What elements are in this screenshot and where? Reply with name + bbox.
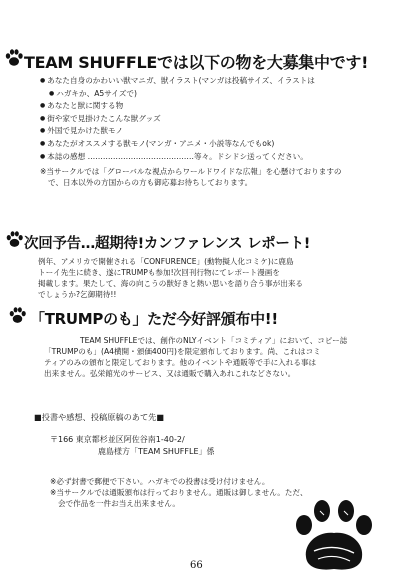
body-line: 出来ません。弘栄館光のサービス、又は通販で購入あれこれなどさない。 [44, 369, 296, 378]
list-item: ● 本誌の感想 ……………………………………等々。ドシドシ送ってください。 [40, 151, 315, 164]
address-line: 〒166 東京都杉並区阿佐谷南1-40-2/ [50, 435, 185, 444]
contact-address [50, 434, 215, 457]
contact-heading: ■投書や感想、投稿原稿のあて先■ [34, 412, 165, 422]
section-3-body [44, 335, 347, 379]
large-paw-print-icon [290, 495, 378, 575]
list-item: ● あなたがオススメする獣モノ(マンガ・アニメ・小説等なんでもok) [40, 138, 315, 151]
note-line: ※必ず封書で郵便で下さい。ハガキでの投書は受け付けません。 [50, 477, 270, 486]
list-item: ● ハガキか、A5サイズで) [40, 88, 315, 101]
list-item: ● 外国で見かけた獣モノ [40, 125, 315, 138]
address-line: 鹿島様方「TEAM SHUFFLE」係 [98, 446, 215, 456]
body-line: でしょうか?乞御期待!! [38, 290, 117, 299]
list-item: ● 街や家で見掛けたこんな獣グッズ [40, 113, 315, 126]
paw-print-icon [5, 230, 24, 249]
section-2-body [38, 256, 303, 300]
list-item: ● あなた自身のかわいい獣マニガ、獣イラスト(マンガは投稿サイズ、イラストは [40, 75, 315, 88]
paw-print-icon [4, 48, 24, 68]
note-line: 会で作品を一件お当え出来ません。 [58, 499, 180, 508]
section-3-title: 「TRUMPのも」ただ今好評頒布中!! [30, 310, 278, 328]
body-line: 例年、アメリカで開催される「CONFURENCE」(動物擬人化コミケ)に鹿島 [38, 257, 294, 266]
section-1-list [40, 75, 315, 163]
section-2-title: 次回予告…超期待!カンファレンス レポート! [24, 236, 311, 252]
section-1-title: TEAM SHUFFLEでは以下の物を大募集中です! [24, 53, 369, 72]
body-line: TEAM SHUFFLEでは、創作のNLYイベント「コミティア」において、コピー誌 [80, 336, 348, 345]
body-line: トーイ先生に続き、遂にTRUMPも参加!次回刊行物にてレポート漫画を [38, 268, 280, 277]
note-line: ※当サークルでは通販頒布は行っておりません。通販は御しません。ただ、 [50, 488, 308, 497]
paw-print-icon [8, 306, 27, 325]
body-line: 掲載します。果たして、海の向こうの獣好きと熱い思いを語り合う事が出来る [38, 279, 304, 288]
note-line: で、日本以外の方国からの方も御応募お待ちしております。 [48, 178, 253, 187]
section-1-note [40, 166, 342, 188]
body-line: ティアのみの頒布と限定しております。他のイベントや通販等で手に入れる事は [44, 358, 317, 367]
contact-notes [50, 476, 308, 509]
list-item: ● あなたと獣に関する物 [40, 100, 315, 113]
page-number: 66 [190, 560, 203, 571]
body-line: 「TRUMPのも」(A4横開・頒価400円)を限定頒布しております。尚、これはコミ [44, 347, 321, 356]
note-line: ※当サークルでは「グローバルな視点からワールドワイドな広報」を心懸けておりますの [40, 167, 342, 176]
